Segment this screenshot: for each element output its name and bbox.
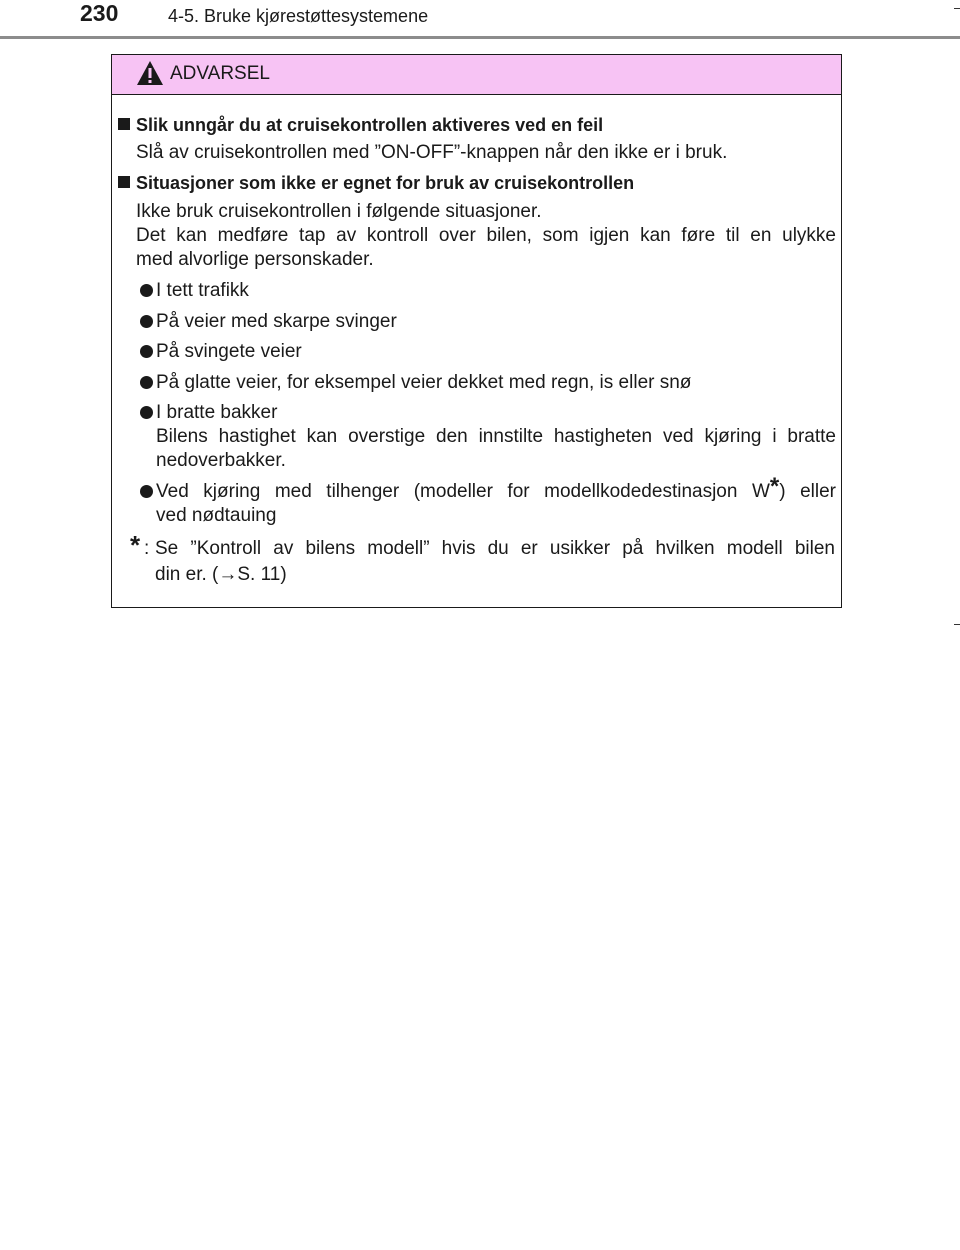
warning-box: [111, 54, 842, 608]
list-item-text: På veier med skarpe svinger: [156, 311, 397, 332]
page-header: [0, 0, 960, 42]
footnote-star: *: [130, 530, 141, 560]
warning-triangle-icon: [136, 60, 164, 86]
square-bullet-icon: [118, 118, 130, 130]
list-item-text: [156, 473, 836, 504]
warning-title: ADVARSEL: [170, 63, 270, 84]
page-number: 230: [80, 0, 119, 26]
paragraph-line: Det kan medføre tap av kontroll over bilen, som igjen kan føre til en ulykke: [136, 225, 836, 246]
subheading-unsuitable-situations: [118, 171, 634, 195]
list-item-text: ved nødtauing: [156, 505, 277, 526]
bullet-dot-icon: [140, 376, 153, 389]
section-title: 4-5. Bruke kjørestøttesystemene: [168, 6, 429, 26]
list-item-text-part: ) eller: [779, 481, 836, 502]
edge-tick: [954, 8, 960, 9]
header-rule: [0, 36, 960, 39]
subheading-avoid-activation: [118, 113, 603, 137]
paragraph-line: Ikke bruk cruisekontrollen i følgende situasjoner.: [136, 201, 542, 222]
footnote-colon: :: [144, 538, 150, 559]
list-item-text-part: Ved kjøring med tilhenger (modeller for modellkodedestinasjon W: [156, 481, 770, 502]
square-bullet-icon: [118, 176, 130, 188]
list-item-detail: nedoverbakker.: [156, 450, 286, 471]
subheading-text: Slik unngår du at cruisekontrollen aktiveres ved en feil: [136, 115, 604, 135]
list-item-text: På glatte veier, for eksempel veier dekket med regn, is eller snø: [156, 372, 692, 393]
subheading-text: Situasjoner som ikke er egnet for bruk av cruisekontrollen: [136, 173, 635, 193]
edge-tick: [954, 624, 960, 625]
warning-header: [112, 55, 841, 95]
footnote-marker: *: [769, 473, 780, 500]
bullet-dot-icon: [140, 485, 153, 498]
list-item-text: I bratte bakker: [156, 402, 278, 423]
paragraph: Slå av cruisekontrollen med ”ON-OFF”-knappen når den ikke er i bruk.: [136, 142, 728, 163]
list-item-detail: Bilens hastighet kan overstige den innstilte hastigheten ved kjøring i bratte: [156, 426, 836, 447]
list-item-text: I tett trafikk: [156, 280, 249, 301]
footnote-text: Se ”Kontroll av bilens modell” hvis du er usikker på hvilken modell bilen: [155, 538, 835, 559]
bullet-dot-icon: [140, 345, 153, 358]
bullet-dot-icon: [140, 284, 153, 297]
bullet-dot-icon: [140, 406, 153, 419]
footnote-text: din er. (→S. 11): [155, 564, 287, 585]
paragraph-line: med alvorlige personskader.: [136, 249, 374, 270]
bullet-dot-icon: [140, 315, 153, 328]
list-item-text: På svingete veier: [156, 341, 302, 362]
